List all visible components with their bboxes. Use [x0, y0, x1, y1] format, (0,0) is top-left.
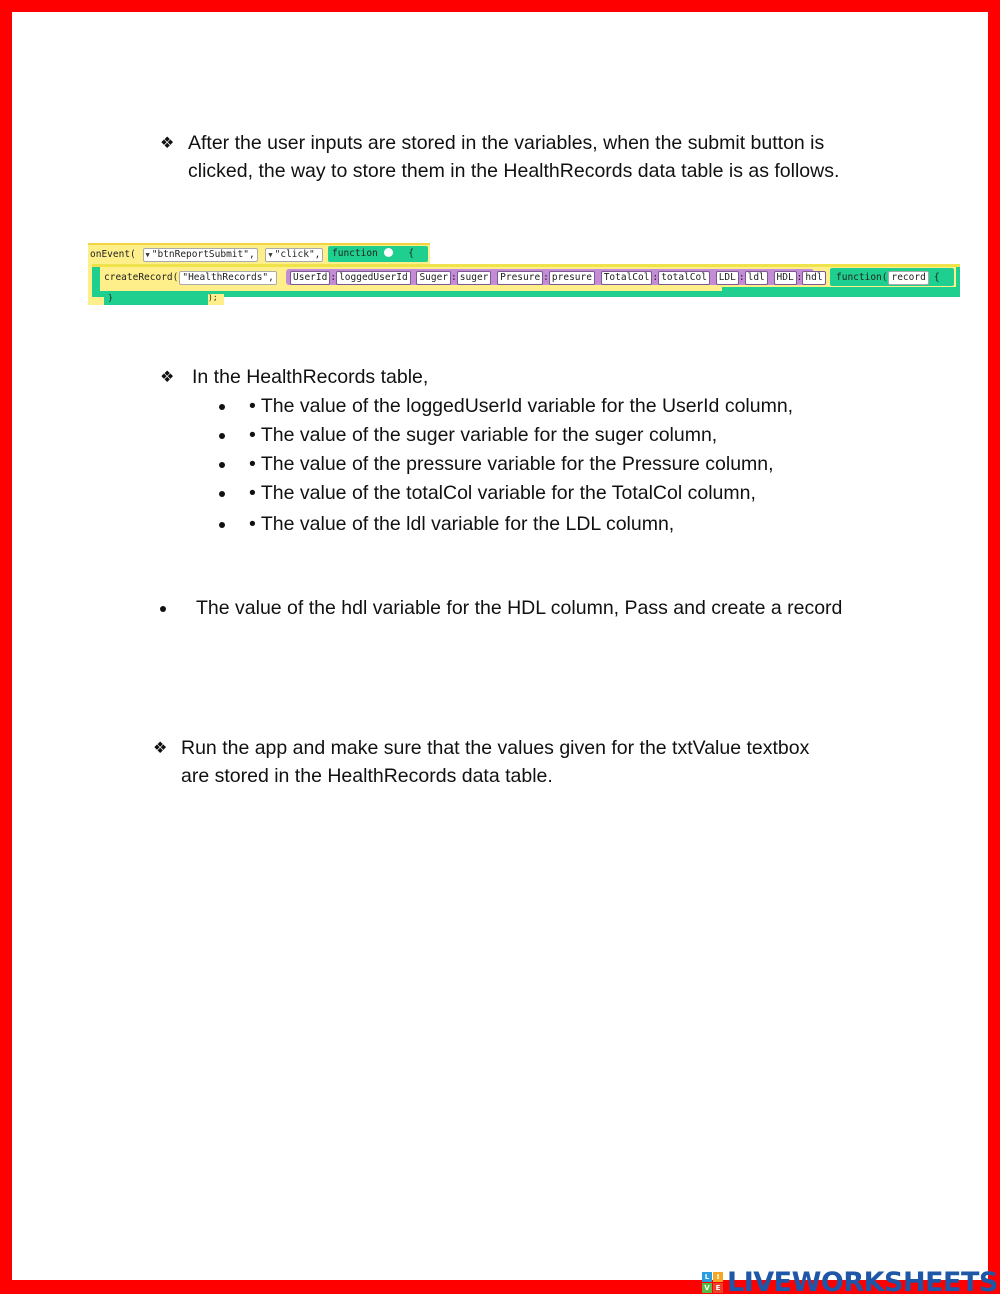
pair-value[interactable]: hdl: [802, 271, 825, 285]
logo-letter: E: [713, 1283, 723, 1293]
event-type-dropdown[interactable]: ▼ "click",: [265, 248, 323, 262]
run-note-line-1: Run the app and make sure that the values given for the txtValue textbox: [181, 737, 810, 759]
list-item: • The value of the suger variable for the suger column,: [249, 424, 718, 446]
function-keyword: function: [332, 248, 378, 259]
record-param[interactable]: record: [888, 271, 928, 285]
code-line-2: [104, 271, 278, 285]
close-paren: );: [208, 293, 218, 302]
bullet-dot-icon: [219, 404, 225, 410]
diamond-bullet-icon: ❖: [153, 740, 168, 757]
pair-value[interactable]: totalCol: [658, 271, 710, 285]
createrecord-keyword: createRecord(: [104, 272, 179, 283]
list-item: • The value of the totalCol variable for the TotalCol column,: [249, 482, 756, 504]
bullet-dot-icon: [219, 433, 225, 439]
code-line-2-function: [836, 271, 940, 285]
pair-value[interactable]: suger: [457, 271, 492, 285]
code-line-3: [108, 293, 113, 302]
event-target-dropdown[interactable]: ▼ "btnReportSubmit",: [143, 248, 258, 262]
run-note-line-2: are stored in the HealthRecords data table.: [181, 765, 553, 787]
liveworksheets-logo[interactable]: [702, 1267, 998, 1297]
list-item: • The value of the pressure variable for the Pressure column,: [249, 453, 774, 475]
pair-value[interactable]: presure: [549, 271, 595, 285]
logo-letter: V: [702, 1283, 712, 1293]
table-heading: In the HealthRecords table,: [192, 366, 429, 388]
pair-key[interactable]: LDL: [716, 271, 739, 285]
logo-letter: L: [702, 1272, 712, 1282]
pair-key[interactable]: UserId: [290, 271, 330, 285]
record-pairs: UserId : loggedUserId Suger : suger Presure : presure TotalCol : totalCol LDL : ldl HDL : hdl: [290, 271, 826, 285]
open-brace: {: [933, 272, 940, 283]
bullet-dot-icon: [219, 462, 225, 468]
onevent-keyword: onEvent(: [90, 249, 136, 260]
bullet-dot-icon: [219, 522, 225, 528]
diamond-bullet-icon: ❖: [160, 369, 175, 386]
pair-value[interactable]: ldl: [745, 271, 768, 285]
bullet-dot-icon: [160, 606, 166, 612]
pair-value[interactable]: loggedUserId: [336, 271, 411, 285]
dropdown-arrow-icon: ▼: [145, 251, 150, 259]
pair-key[interactable]: Presure: [497, 271, 543, 285]
list-item: • The value of the ldl variable for the LDL column,: [249, 513, 675, 535]
close-brace: }: [108, 293, 113, 302]
open-brace: {: [408, 248, 414, 259]
bullet-dot-icon: [219, 491, 225, 497]
logo-grid-icon: [702, 1272, 723, 1293]
logo-text: LIVEWORKSHEETS: [727, 1266, 998, 1298]
code-block: [88, 243, 960, 305]
pair-key[interactable]: HDL: [774, 271, 797, 285]
diamond-bullet-icon: ❖: [160, 135, 175, 152]
final-list-item: The value of the hdl variable for the HDL column, Pass and create a record: [196, 597, 843, 619]
dropdown-arrow-icon: ▼: [268, 251, 273, 259]
intro-line-1: After the user inputs are stored in the variables, when the submit button is: [188, 132, 825, 154]
logo-letter: I: [713, 1272, 723, 1282]
code-line-1: [90, 248, 324, 262]
pair-key[interactable]: Suger: [416, 271, 451, 285]
code-line-1-function: [332, 248, 414, 259]
pair-key[interactable]: TotalCol: [601, 271, 653, 285]
code-line-3-end: [208, 293, 218, 302]
function-keyword: function(: [836, 272, 888, 283]
list-item: • The value of the loggedUserId variable for the UserId column,: [249, 395, 794, 417]
intro-line-2: clicked, the way to store them in the HealthRecords data table is as follows.: [188, 160, 840, 182]
table-name-string[interactable]: "HealthRecords",: [179, 271, 277, 285]
param-toggle-icon[interactable]: [384, 248, 393, 257]
